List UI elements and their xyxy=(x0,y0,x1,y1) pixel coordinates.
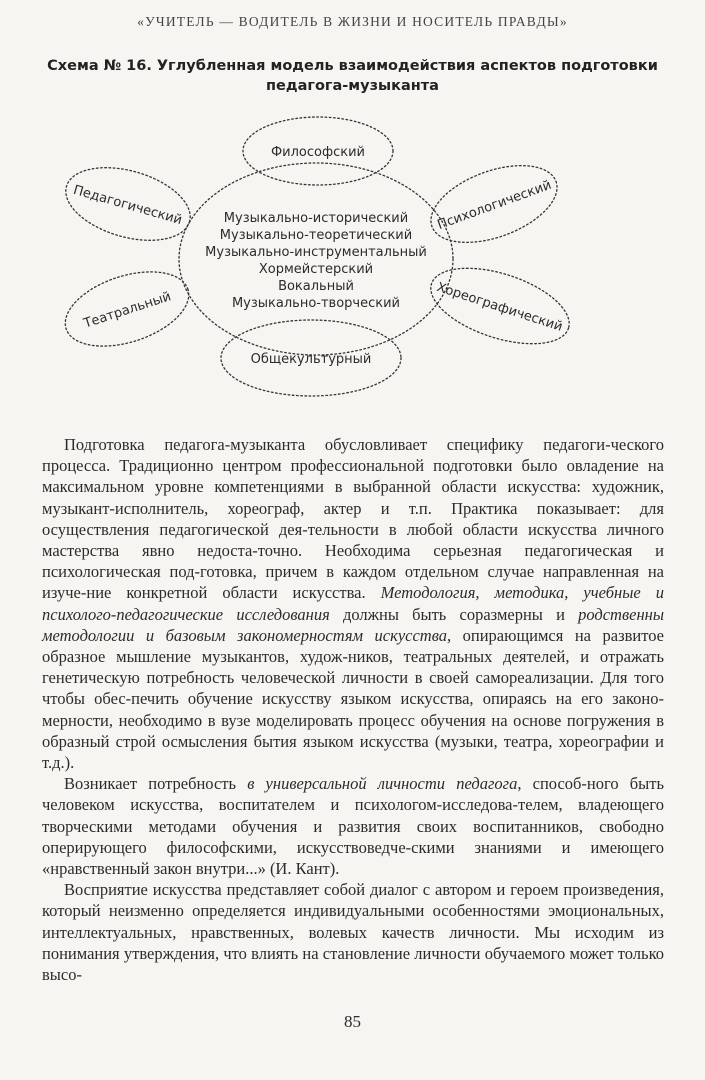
paragraph-2-text-c: , способ-ного быть человеком искусства, воспитателем и психологом-исследова-телем, владеющего творческими методами обучения и развития своих воспитанников, свободно оперирующего философскими, искусствоведче-скими знаниями и имеющего «нравственный закон внутри...» (И. Кант). xyxy=(42,774,664,879)
running-header: «УЧИТЕЛЬ — ВОДИТЕЛЬ В ЖИЗНИ И НОСИТЕЛЬ ПРАВДЫ» xyxy=(137,14,568,29)
page-number: 85 xyxy=(344,1012,361,1031)
general-cultural-label: Общекультурный xyxy=(250,352,372,367)
scheme-title xyxy=(30,56,675,96)
theatrical-label: Театральный xyxy=(81,289,174,332)
psychological-label: Психологический xyxy=(435,177,554,234)
center-line-2: Музыкально-теоретический xyxy=(219,228,413,243)
scheme-title-line-2: педагога-музыканта xyxy=(266,78,439,94)
paragraph-1-emphasis-2: родственны методологии и базовым закономерностям искусства, xyxy=(42,604,665,645)
pedagogical-label: Педагогический xyxy=(71,182,184,229)
philosophical-label: Философский xyxy=(270,145,366,160)
paragraph-1-text-a: Подготовка педагога-музыканта обусловливает специфику педагоги-ческого процесса. Традиционно центром профессиональной подготовки было овладение на максимальном уровне компетенциями в выбранной области искусства: художник, музыкант-исполнитель, хореограф, актер и т.п. Практика показывает: для осуществления педагогической дея-тельности в любой области искусства личного мастерства явно недоста-точно. Необходима серьезная педагогическая и психологическая под-готовка, причем в каждом отдельном случае направленная на изуче-ние конкретной области искусства. xyxy=(42,435,664,603)
center-line-4: Хормейстерский xyxy=(258,262,374,277)
paragraph-1-text-c: должны быть соразмерны и xyxy=(329,604,579,624)
body-text xyxy=(42,434,664,985)
paragraph-1 xyxy=(42,434,664,773)
center-line-6: Музыкально-творческий xyxy=(231,296,401,311)
paragraph-1-emphasis-1: Методология, методика, учебные и психолого-педагогические исследования xyxy=(42,583,664,624)
aspects-diagram xyxy=(0,110,705,410)
center-line-1: Музыкально-исторический xyxy=(223,211,409,226)
choreographic-label: Хореографический xyxy=(434,280,565,335)
paragraph-2 xyxy=(42,773,664,879)
center-line-5: Вокальный xyxy=(278,279,354,294)
center-line-3: Музыкально-инструментальный xyxy=(205,245,427,260)
paragraph-2-text-a: Возникает потребность xyxy=(64,774,248,794)
scheme-title-line-1: Схема № 16. Углубленная модель взаимодействия аспектов подготовки xyxy=(47,58,658,74)
paragraph-3: Восприятие искусства представляет собой диалог с автором и героем произведения, который неизменно определяется индивидуальными особенностями эмоциональных, интеллектуальных, нравственных, волевых качеств личности. Мы исходим из понимания утверждения, что влиять на становление личности обучаемого может только высо- xyxy=(42,880,664,985)
paragraph-1-text-e: опирающимся на развитое образное мышление музыкантов, худож-ников, театральных деятелей, и отражать генетическую потребность человеческой личности в своей самореализации. Для того чтобы обес-печить обучение искусству языком искусства, опираясь на его законо-мерности, необходимо в вузе моделировать процесс обучения на основе погружения в образный строй осмысления бытия языком искусства (музыки, театра, хореографии и т.д.). xyxy=(42,625,664,773)
paragraph-2-emphasis: в универсальной личности педагога xyxy=(247,774,518,794)
